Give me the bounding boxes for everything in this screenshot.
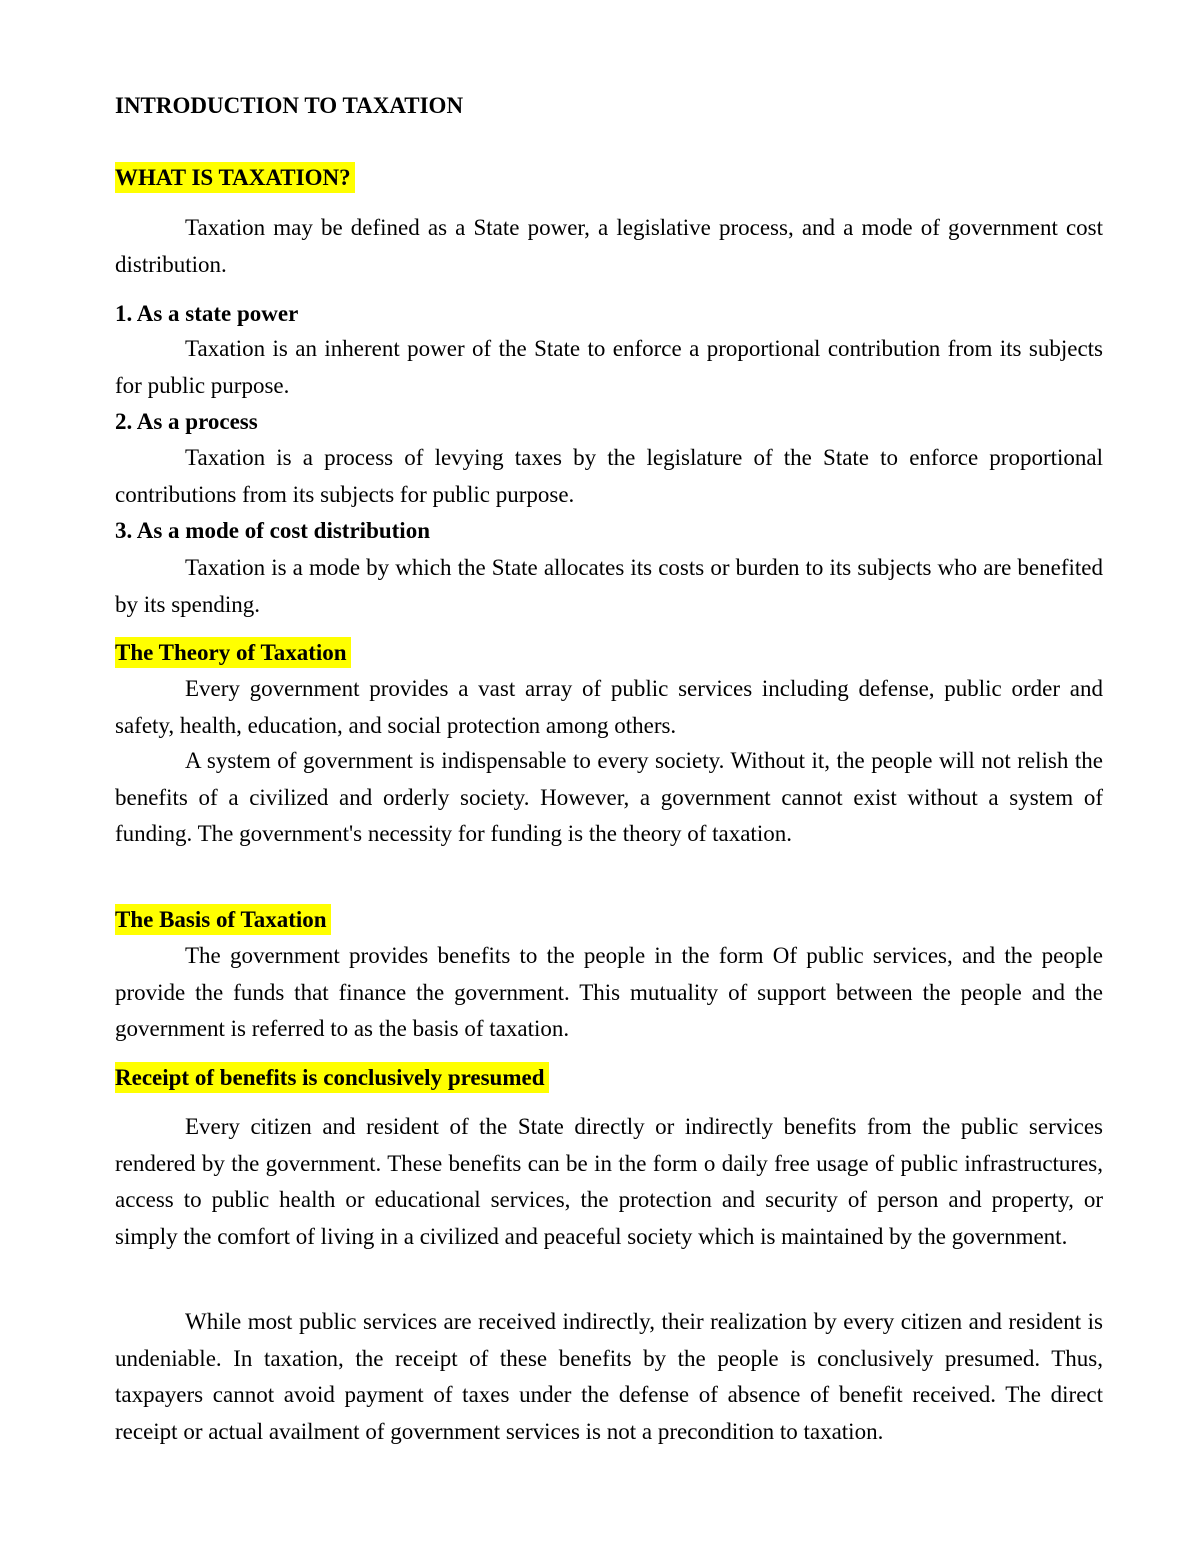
- item-text-cost-distribution: Taxation is a mode by which the State allocates its costs or burden to its subjects who are benefited by its spending.: [115, 555, 1103, 617]
- item-heading-process: 2. As a process: [115, 409, 258, 434]
- item-heading-state-power: 1. As a state power: [115, 301, 299, 326]
- section-heading-receipt: [115, 1060, 549, 1097]
- section-heading-basis: [115, 902, 331, 939]
- item-text-process: Taxation is a process of levying taxes by the legislature of the State to enforce proportional contributions from its subjects for public purpose.: [115, 445, 1103, 507]
- theory-paragraph-1: Every government provides a vast array of public services including defense, public order and safety, health, education, and social protection among others.: [115, 676, 1103, 738]
- section-heading-what-is-taxation: [115, 160, 355, 197]
- section-heading-theory: [115, 635, 351, 672]
- what-intro-paragraph: Taxation may be defined as a State power, a legislative process, and a mode of government cost distribution.: [115, 215, 1103, 277]
- highlighted-heading: Receipt of benefits is conclusively presumed: [115, 1062, 549, 1093]
- receipt-paragraph-2: While most public services are received indirectly, their realization by every citizen and resident is undeniable. In taxation, the receipt of these benefits by the people is conclusively presumed. Thus, taxpayers cannot avoid payment of taxes under the defense of absence of benefit received. The direct receipt or actual availment of government services is not a precondition to taxation.: [115, 1309, 1103, 1444]
- highlighted-heading: The Basis of Taxation: [115, 904, 331, 935]
- theory-paragraph-2: A system of government is indispensable to every society. Without it, the people will not relish the benefits of a civilized and orderly society. However, a government cannot exist without a system of funding. The government's necessity for funding is the theory of taxation.: [115, 748, 1103, 846]
- highlighted-heading: WHAT IS TAXATION?: [115, 162, 355, 193]
- receipt-paragraph-1: Every citizen and resident of the State directly or indirectly benefits from the public services rendered by the government. These benefits can be in the form o daily free usage of public infrastructures, access to public health or educational services, the protection and security of person and property, or simply the comfort of living in a civilized and peaceful society which is maintained by the government.: [115, 1114, 1103, 1249]
- item-heading-cost-distribution: 3. As a mode of cost distribution: [115, 518, 430, 543]
- item-text-state-power: Taxation is an inherent power of the State to enforce a proportional contribution from its subjects for public purpose.: [115, 336, 1103, 398]
- document-title: INTRODUCTION TO TAXATION: [115, 93, 464, 118]
- highlighted-heading: The Theory of Taxation: [115, 637, 351, 668]
- basis-paragraph: The government provides benefits to the people in the form Of public services, and the people provide the funds that finance the government. This mutuality of support between the people and the government is referred to as the basis of taxation.: [115, 943, 1103, 1041]
